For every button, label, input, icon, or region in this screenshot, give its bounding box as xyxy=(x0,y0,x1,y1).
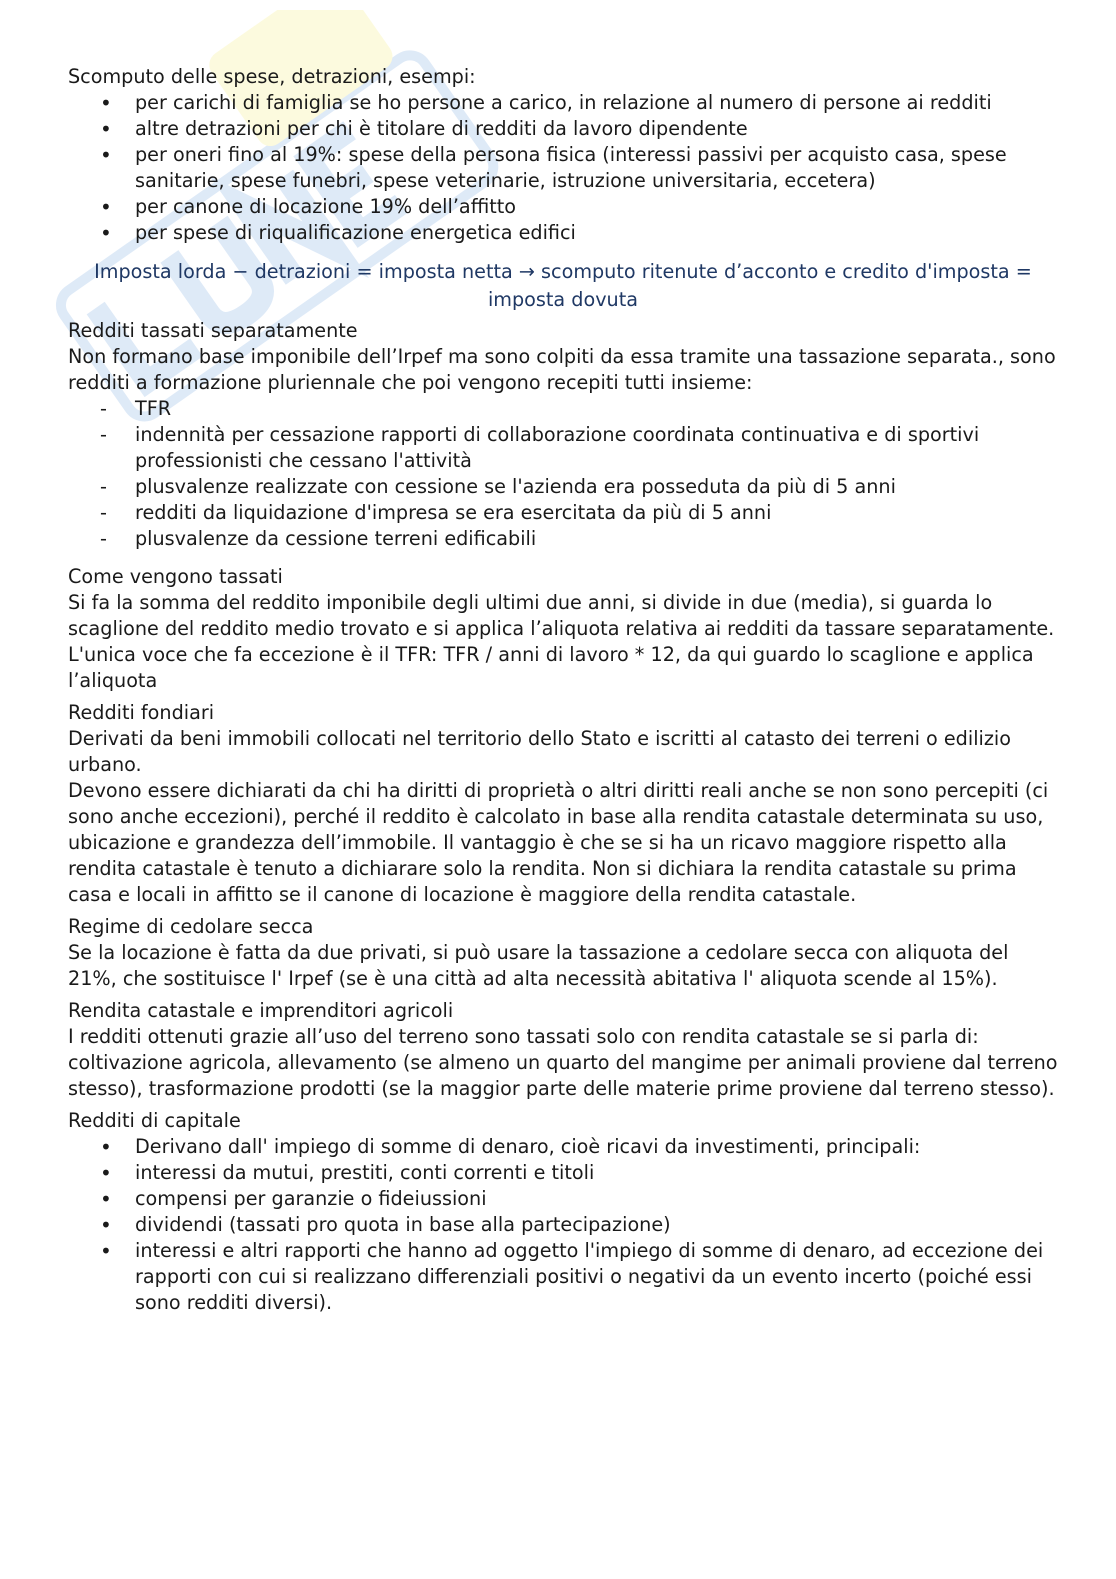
section-heading-rendita-catastale: Rendita catastale e imprenditori agricoli xyxy=(68,999,454,1022)
list-item: • per oneri fino al 19%: spese della persona fisica (interessi passivi per acquisto casa, spese sanitarie, spese funebri, spese veterinarie, istruzione universitaria, eccetera) xyxy=(68,142,1058,194)
list-item: - plusvalenze da cessione terreni edificabili xyxy=(68,526,1058,552)
section-heading-redditi-tassati-separatamente: Redditi tassati separatamente xyxy=(68,319,358,342)
list-item: • Derivano dall' impiego di somme di denaro, cioè ricavi da investimenti, principali: xyxy=(68,1134,1058,1160)
list-item: - TFR xyxy=(68,396,1058,422)
document-page xyxy=(68,64,1058,1316)
paragraph: L'unica voce che fa eccezione è il TFR: TFR / anni di lavoro * 12, da qui guardo lo scaglione e applica l’aliquota xyxy=(68,643,1034,692)
paragraph: I redditi ottenuti grazie all’uso del terreno sono tassati solo con rendita catastale se si parla di: coltivazione agricola, allevamento (se almeno un quarto del mangime per animali proviene dal terreno stesso), trasformazione prodotti (se la maggior parte delle materie prime proviene dal terreno stesso). xyxy=(68,1025,1058,1100)
section-heading-cedolare-secca: Regime di cedolare secca xyxy=(68,915,314,938)
section-heading-redditi-di-capitale: Redditi di capitale xyxy=(68,1109,241,1132)
paragraph: Non formano base imponibile dell’Irpef ma sono colpiti da essa tramite una tassazione separata., sono redditi a formazione pluriennale che poi vengono recepiti tutti insieme: xyxy=(68,345,1056,394)
list-item: • altre detrazioni per chi è titolare di redditi da lavoro dipendente xyxy=(68,116,1058,142)
redditi-capitale-list xyxy=(68,1134,1058,1316)
list-item: - plusvalenze realizzate con cessione se l'azienda era posseduta da più di 5 anni xyxy=(68,474,1058,500)
paragraph: Derivati da beni immobili collocati nel territorio dello Stato e iscritti al catasto dei terreni o edilizio urbano. xyxy=(68,727,1011,776)
list-item: • per carichi di famiglia se ho persone a carico, in relazione al numero di persone ai redditi xyxy=(68,90,1058,116)
list-item: • dividendi (tassati pro quota in base alla partecipazione) xyxy=(68,1212,1058,1238)
list-item: • per spese di riqualificazione energetica edifici xyxy=(68,220,1058,246)
paragraph: Se la locazione è fatta da due privati, si può usare la tassazione a cedolare secca con aliquota del 21%, che sostituisce l' Irpef (se è una città ad alta necessità abitativa l' aliquota scende al 15%). xyxy=(68,941,1009,990)
list-item: • interessi da mutui, prestiti, conti correnti e titoli xyxy=(68,1160,1058,1186)
section-heading-redditi-fondiari: Redditi fondiari xyxy=(68,701,215,724)
list-item: • per canone di locazione 19% dell’affitto xyxy=(68,194,1058,220)
redditi-separati-list xyxy=(68,396,1058,552)
imposta-formula: Imposta lorda − detrazioni = imposta netta → scomputo ritenute d’acconto e credito d'imposta = imposta dovuta xyxy=(94,260,1032,311)
paragraph: Devono essere dichiarati da chi ha diritti di proprietà o altri diritti reali anche se non sono percepiti (ci sono anche eccezioni), perché il reddito è calcolato in base alla rendita catastale determinata su uso, ubicazione e grandezza dell’immobile. Il vantaggio è che se si ha un ricavo maggiore rispetto alla rendita catastale è tenuto a dichiarare solo la rendita. Non si dichiara la rendita catastale su prima casa e locali in affitto se il canone di locazione è maggiore della rendita catastale. xyxy=(68,779,1049,906)
section-heading-detrazioni: Scomputo delle spese, detrazioni, esempi: xyxy=(68,65,476,88)
paragraph: Si fa la somma del reddito imponibile degli ultimi due anni, si divide in due (media), si guarda lo scaglione del reddito medio trovato e si applica l’aliquota relativa ai redditi da tassare separatamente. xyxy=(68,591,1055,640)
detrazioni-list xyxy=(68,90,1058,246)
section-heading-come-vengono-tassati: Come vengono tassati xyxy=(68,565,283,588)
list-item: - redditi da liquidazione d'impresa se era esercitata da più di 5 anni xyxy=(68,500,1058,526)
list-item: • compensi per garanzie o fideiussioni xyxy=(68,1186,1058,1212)
list-item: • interessi e altri rapporti che hanno ad oggetto l'impiego di somme di denaro, ad eccezione dei rapporti con cui si realizzano differenziali positivi o negativi da un evento incerto (poiché essi sono redditi diversi). xyxy=(68,1238,1058,1316)
list-item: - indennità per cessazione rapporti di collaborazione coordinata continuativa e di sportivi professionisti che cessano l'attività xyxy=(68,422,1058,474)
